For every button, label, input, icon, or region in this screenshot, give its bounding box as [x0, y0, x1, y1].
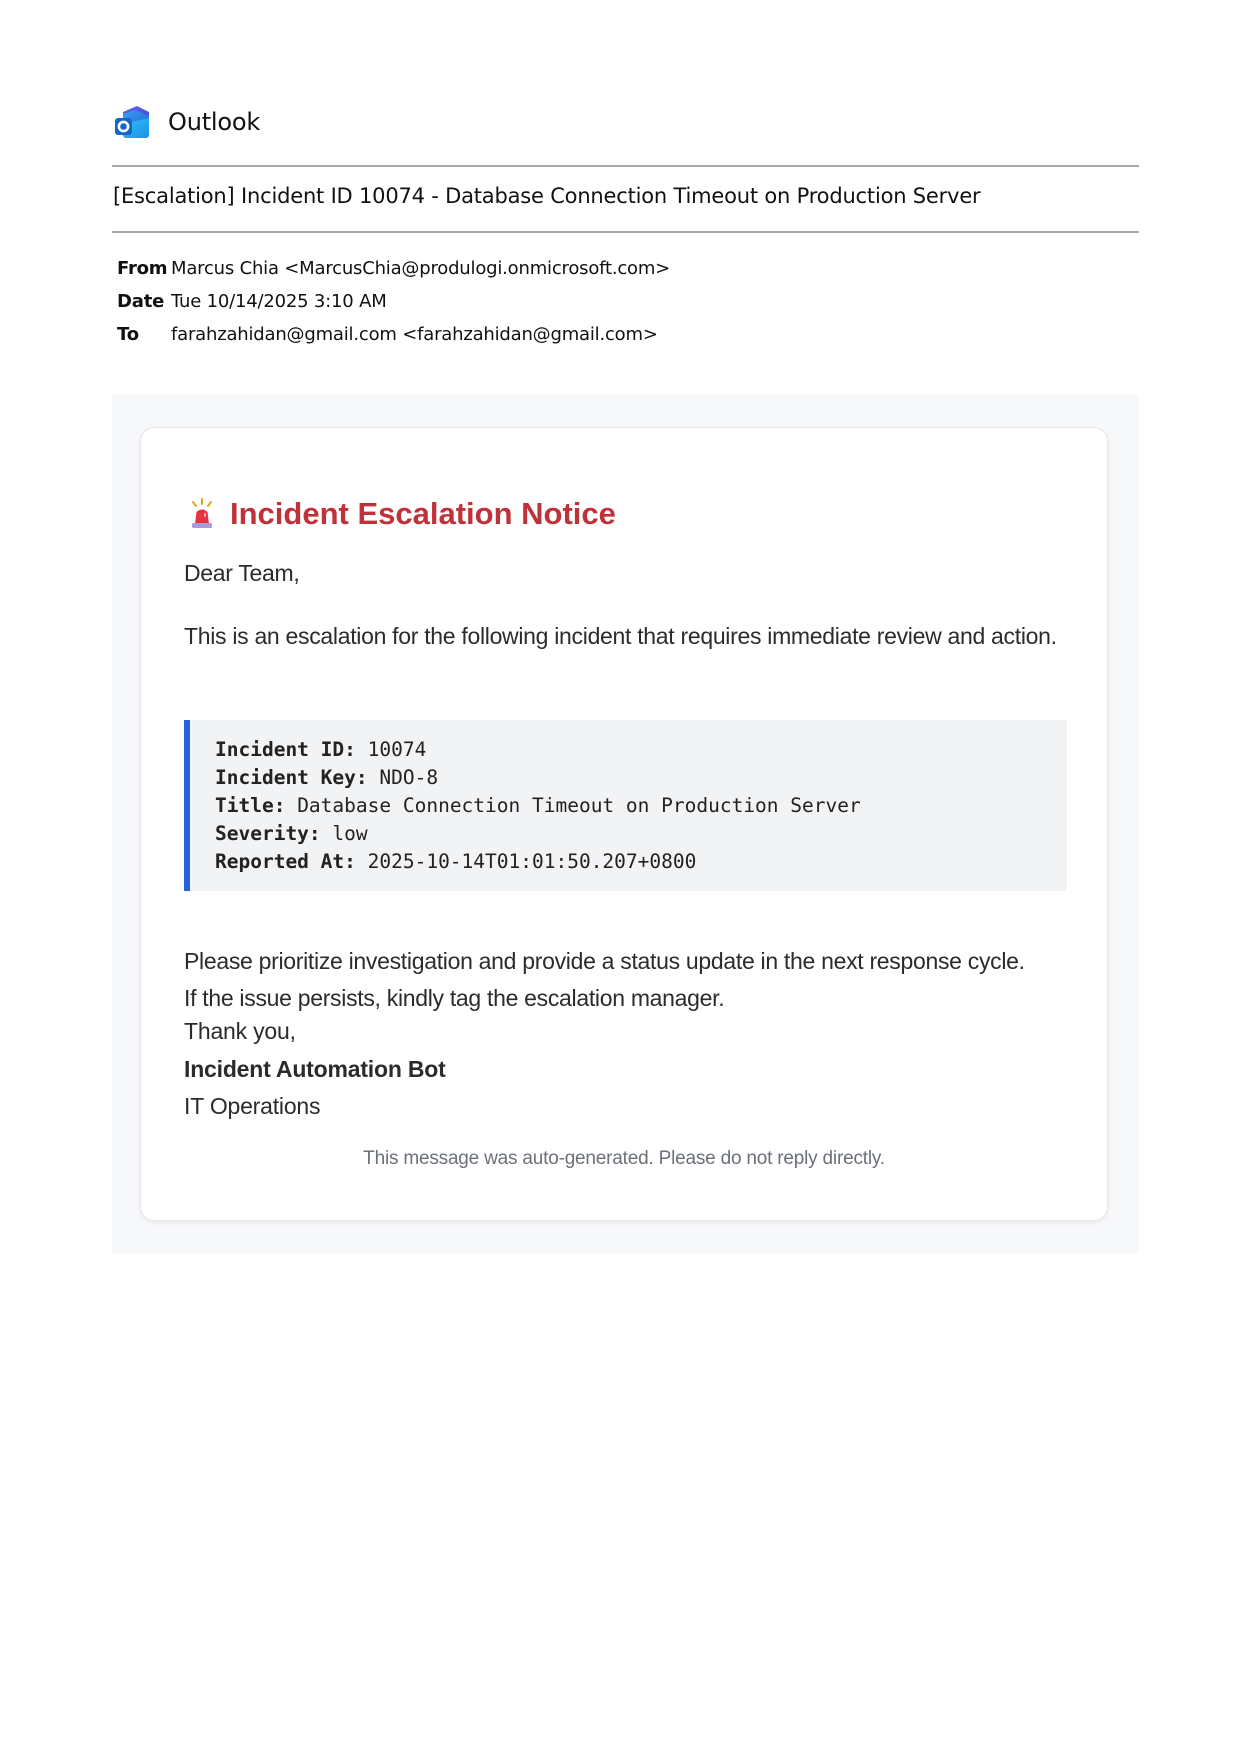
notice-title: Incident Escalation Notice — [230, 496, 616, 531]
field-label: Incident ID: — [215, 738, 356, 761]
to-label: To — [117, 324, 139, 345]
date-row — [117, 285, 670, 318]
police-siren-icon — [188, 498, 216, 530]
intro-paragraph: This is an escalation for the following incident that requires immediate review and action. — [184, 623, 1057, 649]
message-card — [140, 427, 1108, 1221]
email-body-panel — [112, 395, 1139, 1253]
to-row — [117, 318, 670, 351]
incident-title-line — [215, 792, 1067, 820]
date-label: Date — [117, 291, 165, 312]
field-value: low — [320, 822, 368, 845]
field-value: Database Connection Timeout on Production Server — [285, 794, 861, 817]
app-name: Outlook — [168, 108, 261, 136]
divider — [112, 231, 1139, 233]
request-line-2: If the issue persists, kindly tag the escalation manager. — [184, 985, 725, 1011]
outlook-logo-icon — [113, 104, 151, 140]
email-subject: [Escalation] Incident ID 10074 - Database Connection Timeout on Production Server — [113, 184, 981, 208]
notice-heading — [188, 496, 616, 532]
email-meta — [117, 252, 670, 351]
incident-reported-line — [215, 848, 1067, 876]
field-value: 10074 — [355, 738, 427, 761]
closing: Thank you, — [184, 1018, 296, 1044]
incident-details — [184, 720, 1067, 891]
request-line-1: Please prioritize investigation and provide a status update in the next response cycle. — [184, 948, 1025, 974]
to-value[interactable]: farahzahidan@gmail.com <farahzahidan@gmail.com> — [171, 324, 658, 345]
from-label: From — [117, 258, 168, 279]
incident-id-line — [215, 736, 1067, 764]
from-value[interactable]: Marcus Chia <MarcusChia@produlogi.onmicrosoft.com> — [171, 258, 671, 279]
incident-severity-line — [215, 820, 1067, 848]
app-header — [113, 102, 260, 142]
request-paragraph — [184, 943, 1025, 1017]
field-label: Incident Key: — [215, 766, 368, 789]
from-row — [117, 252, 670, 285]
signature — [184, 1013, 446, 1126]
greeting: Dear Team, — [184, 560, 300, 586]
field-label: Reported At: — [215, 850, 356, 873]
field-label: Title: — [215, 794, 286, 817]
incident-key-line — [215, 764, 1067, 792]
field-value: 2025-10-14T01:01:50.207+0800 — [355, 850, 697, 873]
field-value: NDO-8 — [367, 766, 439, 789]
signer-team: IT Operations — [184, 1093, 321, 1119]
signer-name: Incident Automation Bot — [184, 1055, 446, 1082]
auto-generated-note: This message was auto-generated. Please do not reply directly. — [363, 1148, 885, 1169]
field-label: Severity: — [215, 822, 321, 845]
divider — [112, 165, 1139, 167]
date-value: Tue 10/14/2025 3:10 AM — [171, 291, 387, 312]
